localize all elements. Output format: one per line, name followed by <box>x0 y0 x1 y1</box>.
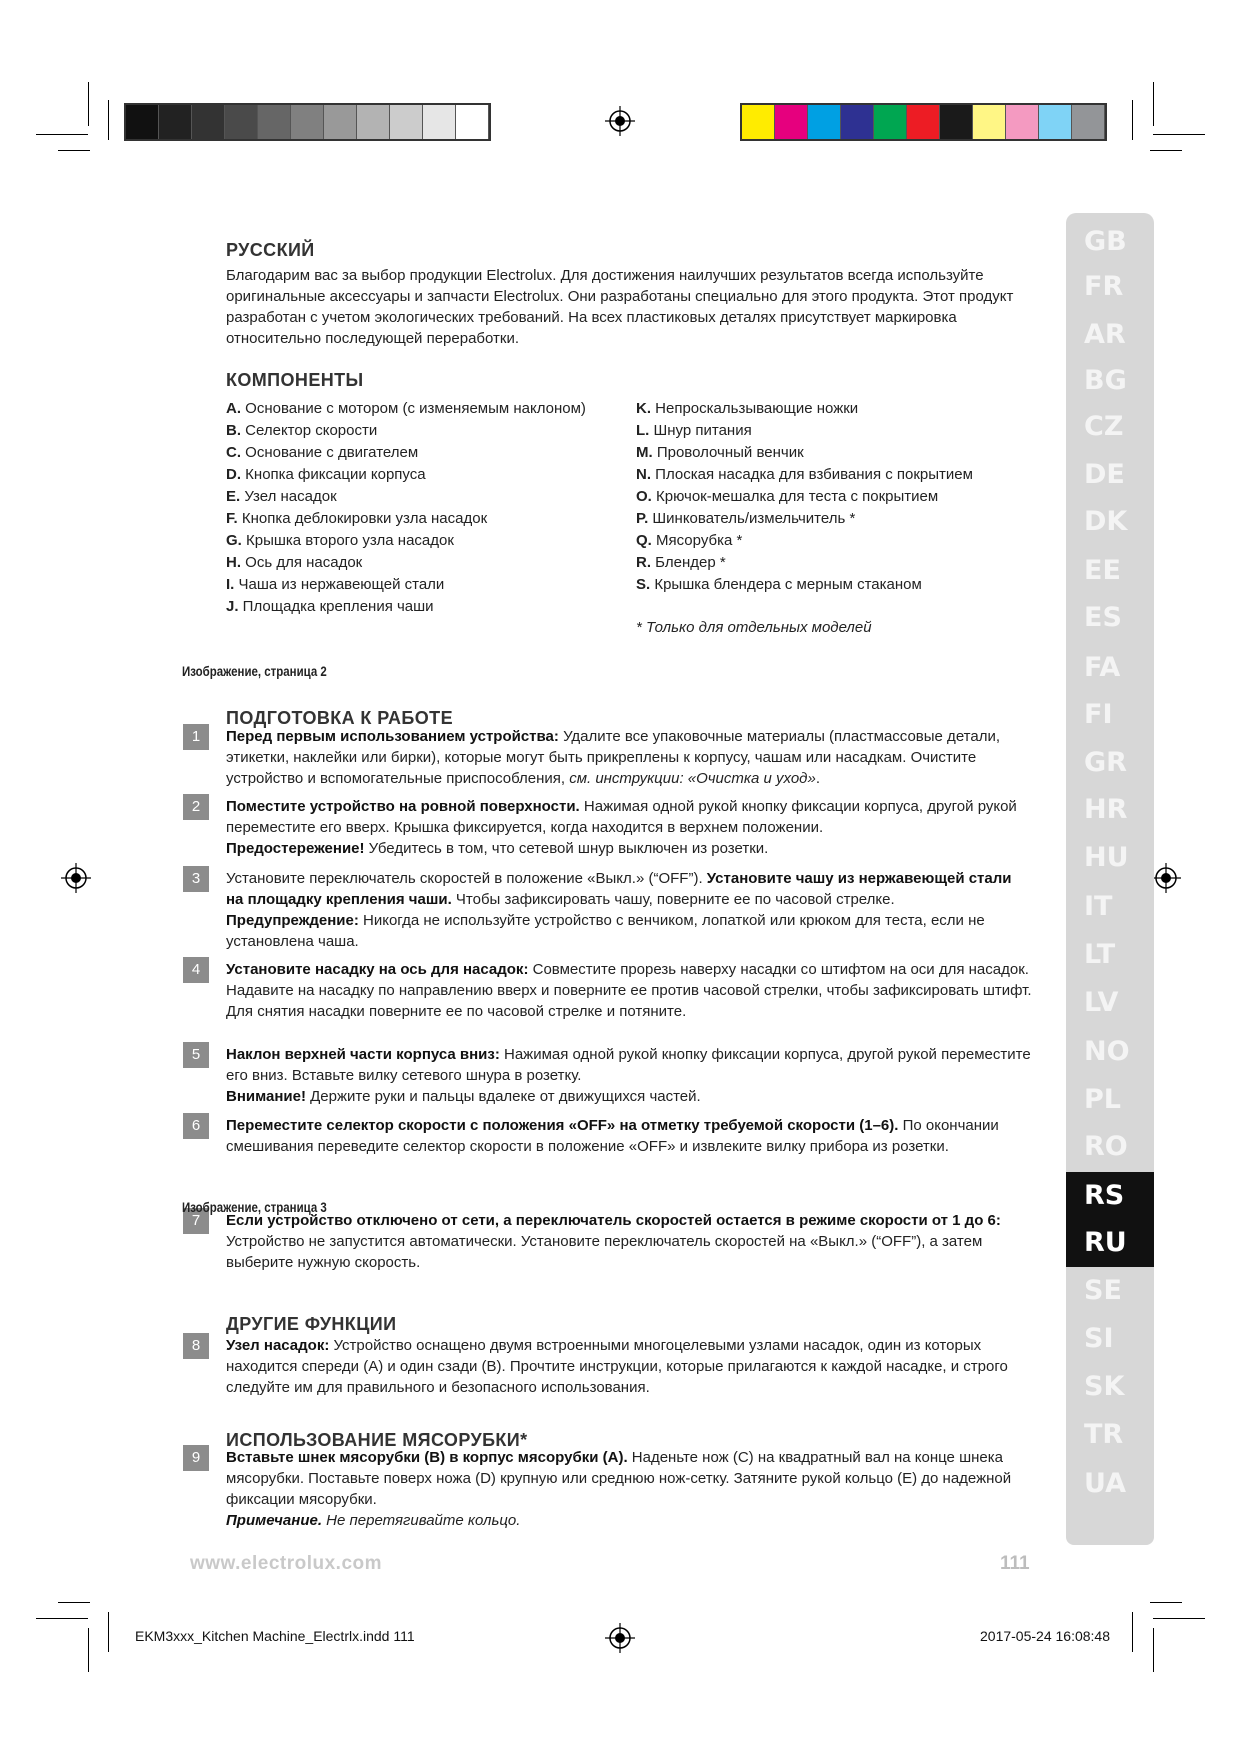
component-letter: E. <box>226 488 241 505</box>
print-slug-filename: EKM3xxx_Kitchen Machine_Electrlx.indd 111 <box>135 1628 415 1644</box>
component-item <box>226 596 606 618</box>
component-label: Крышка блендера с мерным стаканом <box>650 576 922 593</box>
crop-mark <box>1153 1618 1205 1619</box>
component-label: Кнопка деблокировки узла насадок <box>237 510 488 527</box>
component-label: Основание с мотором (с изменяемым наклоном) <box>241 400 586 417</box>
grayscale-bar <box>124 103 491 141</box>
components-heading: КОМПОНЕНТЫ <box>226 370 364 390</box>
crop-mark <box>88 1628 89 1672</box>
component-label: Плоская насадка для взбивания с покрытием <box>651 466 973 483</box>
component-letter: I. <box>226 576 235 593</box>
language-tab-ua[interactable]: UA <box>1084 1468 1126 1499</box>
step-body: Для снятия насадки поверните ее по часовой стрелке и потяните. <box>226 1003 687 1020</box>
language-tab-gr[interactable]: GR <box>1084 747 1127 778</box>
component-letter: Q. <box>636 532 652 549</box>
step-lead: Переместите селектор скорости с положения «OFF» на отметку требуемой скорости (1–6). <box>226 1117 899 1134</box>
step-lead: Установите чашу из нержавеющей стали на площадку крепления чаши. <box>226 870 1012 908</box>
section-title-russian: РУССКИЙ <box>226 240 315 260</box>
language-tab-lv[interactable]: LV <box>1084 987 1119 1018</box>
step-warning-label: Предупреждение: <box>226 912 359 929</box>
component-letter: M. <box>636 444 653 461</box>
crop-mark <box>1153 82 1154 126</box>
component-label: Селектор скорости <box>241 422 378 439</box>
step-body: . <box>815 770 820 787</box>
component-letter: L. <box>636 422 650 439</box>
other-functions-heading: ДРУГИЕ ФУНКЦИИ <box>226 1314 397 1334</box>
component-item <box>226 398 606 420</box>
step-number-badge: 4 <box>183 957 209 983</box>
step-number-badge: 2 <box>183 794 209 820</box>
crop-mark <box>58 150 90 151</box>
language-tab-gb[interactable]: GB <box>1084 226 1127 257</box>
color-swatch <box>742 105 775 139</box>
component-item <box>226 574 606 596</box>
color-swatch <box>159 105 192 139</box>
preparation-heading: ПОДГОТОВКА К РАБОТЕ <box>226 708 453 728</box>
step-text <box>226 1210 1032 1273</box>
step-lead: Если устройство отключено от сети, а переключатель скоростей остается в режиме скорости от 1 до 6: <box>226 1212 1001 1229</box>
color-swatch <box>291 105 324 139</box>
step-text <box>226 1044 1032 1107</box>
component-item <box>226 442 606 464</box>
step-warning-label: Внимание! <box>226 1088 306 1105</box>
step-body: Установите переключатель скоростей в положение «Выкл.» (“OFF”). <box>226 870 707 887</box>
language-tab-rs[interactable]: RS <box>1066 1172 1154 1220</box>
component-letter: C. <box>226 444 241 461</box>
intro-paragraph: Благодарим вас за выбор продукции Electrolux. Для достижения наилучших результатов всегда используйте оригинальные аксессуары и запчасти Electrolux. Они разработаны специально для этого продукта. Этот продукт разработан с учетом экологических требований. На всех пластиковых деталях присутствует маркировка относительно последующей переработки. <box>226 267 1014 347</box>
step-body: По окончании смешивания переведите селектор скорости в положение «OFF» и извлеките вилку прибора из розетки. <box>226 1117 999 1155</box>
page-number: 111 <box>1000 1553 1030 1574</box>
step-body: Нажимая одной рукой кнопку фиксации корпуса, другой рукой переместите его вниз. Вставьте вилку сетевого шнура в розетку. <box>226 1046 1031 1084</box>
figure-reference: Изображение, страница 2 <box>182 664 327 679</box>
color-swatch <box>1039 105 1072 139</box>
step-body: Удалите все упаковочные материалы (пластмассовые детали, этикетки, наклейки или бирки), которые могут быть прикреплены к корпусу, чашам или насадкам. Очистите устройство и вспомогательные приспособления, <box>226 728 1000 787</box>
registration-mark-icon <box>1151 863 1181 893</box>
component-letter: G. <box>226 532 242 549</box>
component-letter: F. <box>226 510 238 527</box>
component-label: Площадка крепления чаши <box>238 598 434 615</box>
color-swatch <box>390 105 423 139</box>
step-body: Убедитесь в том, что сетевой шнур выключен из розетки. <box>364 840 769 857</box>
crop-mark <box>58 1602 90 1603</box>
language-tab-ru[interactable]: RU <box>1066 1219 1154 1267</box>
component-label: Мясорубка * <box>651 532 743 549</box>
color-swatch <box>841 105 874 139</box>
color-swatch <box>775 105 808 139</box>
step-lead: Установите насадку на ось для насадок: <box>226 961 529 978</box>
color-swatch <box>423 105 456 139</box>
step-text <box>226 796 1032 859</box>
component-label: Шинкователь/измельчитель * <box>648 510 856 527</box>
component-letter: O. <box>636 488 652 505</box>
step-body: Никогда не используйте устройство с венчиком, лопаткой или крюком для теста, если не установлена чаша. <box>226 912 985 950</box>
color-swatch <box>1006 105 1039 139</box>
component-item <box>226 530 606 552</box>
step-text <box>226 959 1032 1022</box>
component-letter: K. <box>636 400 651 417</box>
component-letter: J. <box>226 598 239 615</box>
component-label: Крючок-мешалка для теста с покрытием <box>651 488 939 505</box>
component-item <box>636 552 1056 574</box>
step-reference: см. инструкции: «Очистка и уход» <box>569 770 816 787</box>
color-swatch <box>973 105 1006 139</box>
color-bar <box>740 103 1107 141</box>
component-label: Кнопка фиксации корпуса <box>241 466 426 483</box>
component-item <box>226 420 606 442</box>
step-number-badge: 7 <box>183 1208 209 1234</box>
language-tab-es[interactable]: ES <box>1084 602 1122 633</box>
crop-mark <box>108 100 109 140</box>
language-tab-it[interactable]: IT <box>1084 891 1113 922</box>
language-tab-hu[interactable]: HU <box>1084 842 1129 873</box>
step-number-badge: 1 <box>183 724 209 750</box>
component-label: Ось для насадок <box>241 554 363 571</box>
step-body: Наденьте нож (С) на квадратный вал на конце шнека мясорубки. Поставьте поверх ножа (D) крупную или среднюю нож-сетку. Затяните рукой кольцо (Е) до надежной фиксации мясорубки. <box>226 1449 1012 1508</box>
color-swatch <box>874 105 907 139</box>
step-text <box>226 1447 1032 1531</box>
mincer-heading: ИСПОЛЬЗОВАНИЕ МЯСОРУБКИ* <box>226 1430 528 1450</box>
language-tab-fr[interactable]: FR <box>1084 271 1124 302</box>
step-body: Не перетягивайте кольцо. <box>322 1512 521 1529</box>
language-tab-bg[interactable]: BG <box>1084 365 1127 396</box>
language-tab-sk[interactable]: SK <box>1084 1371 1125 1402</box>
color-swatch <box>324 105 357 139</box>
step-text <box>226 1115 1032 1157</box>
crop-mark <box>1132 100 1133 140</box>
component-item <box>226 508 606 530</box>
components-list-left <box>226 398 606 618</box>
components-footnote: * Только для отдельных моделей <box>636 619 872 636</box>
step-text <box>226 868 1032 952</box>
component-item <box>636 508 1056 530</box>
step-text <box>226 726 1032 789</box>
component-letter: R. <box>636 554 651 571</box>
print-slug-timestamp: 2017-05-24 16:08:48 <box>980 1628 1110 1644</box>
language-tab-hr[interactable]: HR <box>1084 794 1128 825</box>
language-tab-ee[interactable]: EE <box>1084 555 1121 586</box>
language-tab-dk[interactable]: DK <box>1084 506 1128 537</box>
component-label: Шнур питания <box>649 422 752 439</box>
step-lead: Узел насадок: <box>226 1337 330 1354</box>
language-tab-si[interactable]: SI <box>1084 1323 1114 1354</box>
component-label: Крышка второго узла насадок <box>241 532 454 549</box>
component-letter: D. <box>226 466 241 483</box>
color-swatch <box>940 105 973 139</box>
language-tab-no[interactable]: NO <box>1084 1036 1130 1067</box>
color-swatch <box>808 105 841 139</box>
crop-mark <box>1150 150 1182 151</box>
component-label: Проволочный венчик <box>652 444 804 461</box>
step-warning-label: Примечание. <box>226 1512 322 1529</box>
language-tab-pl[interactable]: PL <box>1084 1084 1121 1115</box>
color-swatch <box>126 105 159 139</box>
component-letter: P. <box>636 510 649 527</box>
registration-mark-icon <box>605 1623 635 1653</box>
figure-reference: Изображение, страница 3 <box>182 1200 327 1215</box>
step-body: Устройство оснащено двумя встроенными многоцелевыми узлами насадок, один из которых находится спереди (А) и один сзади (В). Прочтите инструкции, которые прилагаются к каждой насадке, и строго следуйте им для правильного и безопасного использования. <box>226 1337 1008 1396</box>
color-swatch <box>225 105 258 139</box>
component-label: Основание с двигателем <box>241 444 419 461</box>
step-number-badge: 5 <box>183 1042 209 1068</box>
crop-mark <box>88 82 89 126</box>
step-text <box>226 1335 1032 1398</box>
step-body: Держите руки и пальцы вдалеке от движущихся частей. <box>305 1088 701 1105</box>
step-number-badge: 9 <box>183 1445 209 1471</box>
crop-mark <box>1153 1628 1154 1672</box>
language-tab-se[interactable]: SE <box>1084 1275 1122 1306</box>
color-swatch <box>907 105 940 139</box>
crop-mark <box>108 1612 109 1652</box>
website-url: www.electrolux.com <box>190 1553 383 1574</box>
component-letter: H. <box>226 554 241 571</box>
component-item <box>636 442 1056 464</box>
language-tab-fi[interactable]: FI <box>1084 699 1113 730</box>
component-label: Непроскальзывающие ножки <box>651 400 859 417</box>
language-tab-lt[interactable]: LT <box>1084 939 1116 970</box>
component-label: Чаша из нержавеющей стали <box>234 576 445 593</box>
language-tab-cz[interactable]: CZ <box>1084 411 1124 442</box>
step-body: Нажимая одной рукой кнопку фиксации корпуса, другой рукой переместите его вверх. Крышка фиксируется, когда находится в верхнем положении. <box>226 798 1017 836</box>
component-item <box>636 420 1056 442</box>
component-item <box>226 552 606 574</box>
step-body: Совместите прорезь наверху насадки со штифтом на оси для насадок. Надавите на насадку по направлению вверх и поверните ее против часовой стрелки, чтобы зафиксировать штифт. <box>226 961 1032 999</box>
crop-mark <box>36 134 88 135</box>
color-swatch <box>1072 105 1105 139</box>
component-item <box>636 530 1056 552</box>
step-warning-label: Предостережение! <box>226 840 365 857</box>
step-body: Устройство не запустится автоматически. Установите переключатель скоростей на «Выкл.» (“OFF”), а затем выберите нужную скорость. <box>226 1233 983 1271</box>
color-swatch <box>357 105 390 139</box>
crop-mark <box>1153 134 1205 135</box>
component-letter: S. <box>636 576 651 593</box>
language-tab-de[interactable]: DE <box>1084 459 1125 490</box>
crop-mark <box>1150 1602 1182 1603</box>
step-number-badge: 3 <box>183 866 209 892</box>
component-item <box>636 574 1056 596</box>
step-lead: Наклон верхней части корпуса вниз: <box>226 1046 500 1063</box>
language-tab-ar[interactable]: AR <box>1084 319 1126 350</box>
registration-mark-icon <box>605 106 635 136</box>
step-number-badge: 8 <box>183 1333 209 1359</box>
language-tab-fa[interactable]: FA <box>1084 652 1121 683</box>
crop-mark <box>36 1618 88 1619</box>
components-list-right <box>636 398 1056 596</box>
component-item <box>636 486 1056 508</box>
color-swatch <box>192 105 225 139</box>
component-letter: A. <box>226 400 241 417</box>
color-swatch <box>456 105 489 139</box>
crop-mark <box>1132 1612 1133 1652</box>
color-swatch <box>258 105 291 139</box>
step-body: Чтобы зафиксировать чашу, поверните ее по часовой стрелке. <box>451 891 895 908</box>
language-tab-ro[interactable]: RO <box>1084 1131 1128 1162</box>
step-lead: Перед первым использованием устройства: <box>226 728 559 745</box>
component-item <box>226 486 606 508</box>
step-lead: Поместите устройство на ровной поверхности. <box>226 798 580 815</box>
step-number-badge: 6 <box>183 1113 209 1139</box>
component-label: Блендер * <box>651 554 726 571</box>
registration-mark-icon <box>61 863 91 893</box>
component-item <box>636 464 1056 486</box>
component-letter: B. <box>226 422 241 439</box>
step-lead: Вставьте шнек мясорубки (В) в корпус мясорубки (А). <box>226 1449 628 1466</box>
component-letter: N. <box>636 466 651 483</box>
component-item <box>226 464 606 486</box>
component-item <box>636 398 1056 420</box>
language-tab-tr[interactable]: TR <box>1084 1419 1124 1450</box>
component-label: Узел насадок <box>240 488 337 505</box>
